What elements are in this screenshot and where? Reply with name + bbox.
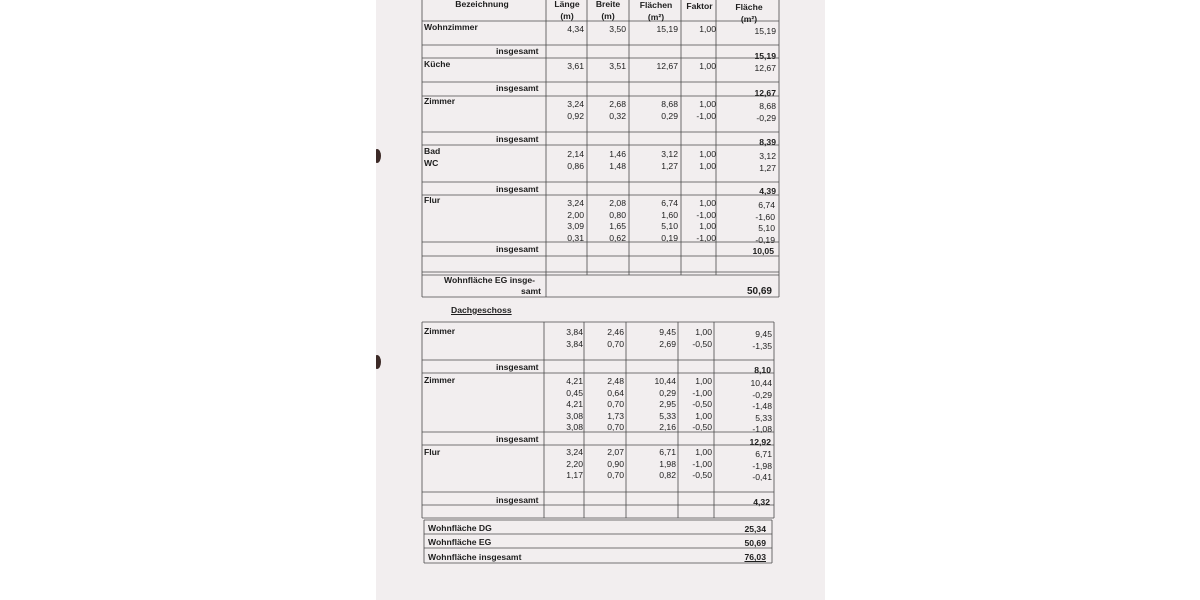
header-breite-unit: (m) xyxy=(601,11,615,21)
table-cell: 3,24 xyxy=(567,99,584,109)
table-cell: 6,74 xyxy=(661,198,678,208)
table-cell: -1,48 xyxy=(752,401,772,411)
room-name: Flur xyxy=(424,195,441,205)
sum-label: insgesamt xyxy=(496,362,539,372)
table-cell: 4,21 xyxy=(566,376,583,386)
table-cell: 0,29 xyxy=(659,387,676,398)
table-cell: -1,00 xyxy=(696,110,716,121)
table-cell: 1,00 xyxy=(695,376,712,386)
sum-label: insgesamt xyxy=(496,495,539,505)
table-cell: 1,00 xyxy=(699,198,716,208)
table-cell: -0,19 xyxy=(755,234,775,245)
table-cell: 2,20 xyxy=(566,458,583,469)
table-cell: -0,50 xyxy=(692,422,712,432)
sum-label: insgesamt xyxy=(496,134,539,144)
header-laenge: Länge xyxy=(554,0,580,9)
sum-label: insgesamt xyxy=(496,46,539,56)
sum-value: 15,19 xyxy=(754,51,776,61)
table-cell: -1,08 xyxy=(752,424,772,434)
sum-label: insgesamt xyxy=(496,83,539,93)
table-cell: 3,61 xyxy=(567,61,584,71)
table-cell: -0,41 xyxy=(752,472,772,482)
room-name: Zimmer xyxy=(424,96,456,106)
table-cell: 1,98 xyxy=(659,458,676,469)
header-laenge-unit: (m) xyxy=(560,11,574,21)
summary-value: 25,34 xyxy=(744,524,766,534)
table-cell: 2,68 xyxy=(609,99,626,109)
table-cell: 0,80 xyxy=(609,209,626,220)
table-cell: -0,50 xyxy=(692,399,712,409)
table-cell: 0,70 xyxy=(607,470,624,480)
table-cell: 1,17 xyxy=(566,470,583,480)
table-cell: 3,84 xyxy=(566,327,583,337)
room-name: WC xyxy=(424,158,439,168)
summary-label: Wohnfläche DG xyxy=(428,523,492,533)
table-cell: 9,45 xyxy=(755,329,772,339)
table-cell: 1,00 xyxy=(699,149,716,159)
table-cell: 0,92 xyxy=(567,110,584,121)
table-cell: 4,21 xyxy=(566,399,583,409)
table-cell: -1,00 xyxy=(692,387,712,398)
room-name: Flur xyxy=(424,447,441,457)
table-cell: 3,24 xyxy=(567,198,584,208)
table-cell: 15,19 xyxy=(656,24,678,34)
table-cell: 1,60 xyxy=(661,209,678,220)
table-cell: 5,10 xyxy=(661,221,678,231)
table-cell: 0,19 xyxy=(661,232,678,243)
table-cell: 0,70 xyxy=(607,399,624,409)
table-cell: 1,00 xyxy=(695,410,712,421)
table-cell: 3,12 xyxy=(661,149,678,159)
table-cell: 3,50 xyxy=(609,24,626,34)
table-cell: 0,64 xyxy=(607,387,624,398)
table-cell: 6,71 xyxy=(755,449,772,459)
header-faktor: Faktor xyxy=(686,1,713,11)
table-cell: 0,70 xyxy=(607,338,624,349)
table-cell: 15,19 xyxy=(754,26,776,36)
table-cell: -1,00 xyxy=(692,458,712,469)
table-cell: 2,00 xyxy=(567,209,584,220)
table-cell: 2,16 xyxy=(659,422,676,432)
room-name: Küche xyxy=(424,59,451,69)
sum-label: insgesamt xyxy=(496,244,539,254)
table-cell: 2,69 xyxy=(659,338,676,349)
table-cell: 10,44 xyxy=(750,378,772,388)
table-cell: -1,35 xyxy=(752,340,772,351)
table-cell: -0,29 xyxy=(752,389,772,400)
table-cell: 3,08 xyxy=(566,410,583,421)
table-cell: 0,32 xyxy=(609,110,626,121)
table-cell: 9,45 xyxy=(659,327,676,337)
table-cell: 3,08 xyxy=(566,422,583,432)
document-page xyxy=(376,0,825,600)
header-flaechen-unit: (m²) xyxy=(647,12,665,22)
table-cell: 0,82 xyxy=(659,470,676,480)
sum-value: 12,67 xyxy=(754,88,776,98)
sum-value: 4,32 xyxy=(753,497,770,507)
table-cell: 5,33 xyxy=(659,410,676,421)
table-cell: 3,09 xyxy=(567,221,584,231)
table-cell: 1,48 xyxy=(609,160,626,171)
summary-label: Wohnfläche EG xyxy=(428,537,492,547)
table-cell: 2,46 xyxy=(607,327,624,337)
header-flaeche-unit: (m²) xyxy=(740,14,758,24)
summary-label: Wohnfläche insgesamt xyxy=(428,552,522,562)
header-flaechen: Flächen xyxy=(639,0,673,10)
table-cell: -0,50 xyxy=(692,338,712,349)
room-name: Wohnzimmer xyxy=(424,22,478,32)
table-cell: 0,70 xyxy=(607,422,624,432)
section-heading: Dachgeschoss xyxy=(451,305,512,315)
eg-total-label-2: samt xyxy=(520,286,541,296)
table-cell: 6,71 xyxy=(659,447,676,457)
table-cell: 3,24 xyxy=(566,447,583,457)
table-cell: 4,34 xyxy=(567,24,584,34)
table-cell: 3,84 xyxy=(566,338,583,349)
table-cell: 5,10 xyxy=(758,223,775,233)
sum-value: 10,05 xyxy=(752,246,774,256)
table-cell: 2,48 xyxy=(607,376,624,386)
table-cell: 1,46 xyxy=(609,149,626,159)
sum-value: 4,39 xyxy=(759,186,776,196)
table-cell: -1,60 xyxy=(755,211,775,222)
table-cell: 0,90 xyxy=(607,458,624,469)
table-cell: 8,68 xyxy=(661,99,678,109)
summary-value: 76,03 xyxy=(744,552,766,562)
table-cell: -1,98 xyxy=(752,460,772,471)
table-cell: 1,00 xyxy=(699,24,716,34)
table-cell: 1,27 xyxy=(759,162,776,173)
table-cell: 8,68 xyxy=(759,101,776,111)
table-cell: 12,67 xyxy=(656,61,678,71)
table-cell: -1,00 xyxy=(696,232,716,243)
table-cell: 12,67 xyxy=(754,63,776,73)
table-cell: 1,00 xyxy=(695,327,712,337)
table-cell: -1,00 xyxy=(696,209,716,220)
table-cell: 0,31 xyxy=(567,232,584,243)
sum-label: insgesamt xyxy=(496,434,539,444)
sum-value: 8,10 xyxy=(754,365,771,375)
table-cell: 0,86 xyxy=(567,160,584,171)
table-cell: -0,29 xyxy=(756,112,776,123)
table-cell: 1,00 xyxy=(699,61,716,71)
sum-label: insgesamt xyxy=(496,184,539,194)
table-cell: 0,62 xyxy=(609,232,626,243)
table-cell: 1,00 xyxy=(699,221,716,231)
header-flaeche: Fläche xyxy=(735,2,763,12)
table-cell: 1,00 xyxy=(699,99,716,109)
table-cell: -0,50 xyxy=(692,470,712,480)
room-name: Zimmer xyxy=(424,375,456,385)
table-cell: 2,14 xyxy=(567,149,584,159)
room-name: Zimmer xyxy=(424,326,456,336)
table-cell: 0,29 xyxy=(661,110,678,121)
table-cell: 0,45 xyxy=(566,387,583,398)
table-cell: 1,65 xyxy=(609,221,626,231)
table-cell: 6,74 xyxy=(758,200,775,210)
table-cell: 2,95 xyxy=(659,399,676,409)
table-cell: 3,51 xyxy=(609,61,626,71)
eg-total-value: 50,69 xyxy=(746,286,772,297)
eg-total-label: Wohnfläche EG insge- xyxy=(444,275,536,285)
table-cell: 10,44 xyxy=(654,376,676,386)
header-bezeichnung: Bezeichnung xyxy=(455,0,509,9)
table-cell: 1,00 xyxy=(695,447,712,457)
table-cell: 2,07 xyxy=(607,447,624,457)
table-cell: 3,12 xyxy=(759,151,776,161)
sum-value: 12,92 xyxy=(749,437,771,447)
room-name: Bad xyxy=(424,146,441,156)
header-breite: Breite xyxy=(595,0,621,9)
table-cell: 1,73 xyxy=(607,410,624,421)
table-cell: 5,33 xyxy=(755,412,772,423)
summary-value: 50,69 xyxy=(744,538,766,548)
table-cell: 2,08 xyxy=(609,198,626,208)
table-cell: 1,27 xyxy=(661,160,678,171)
table-cell: 1,00 xyxy=(699,160,716,171)
sum-value: 8,39 xyxy=(759,137,776,147)
